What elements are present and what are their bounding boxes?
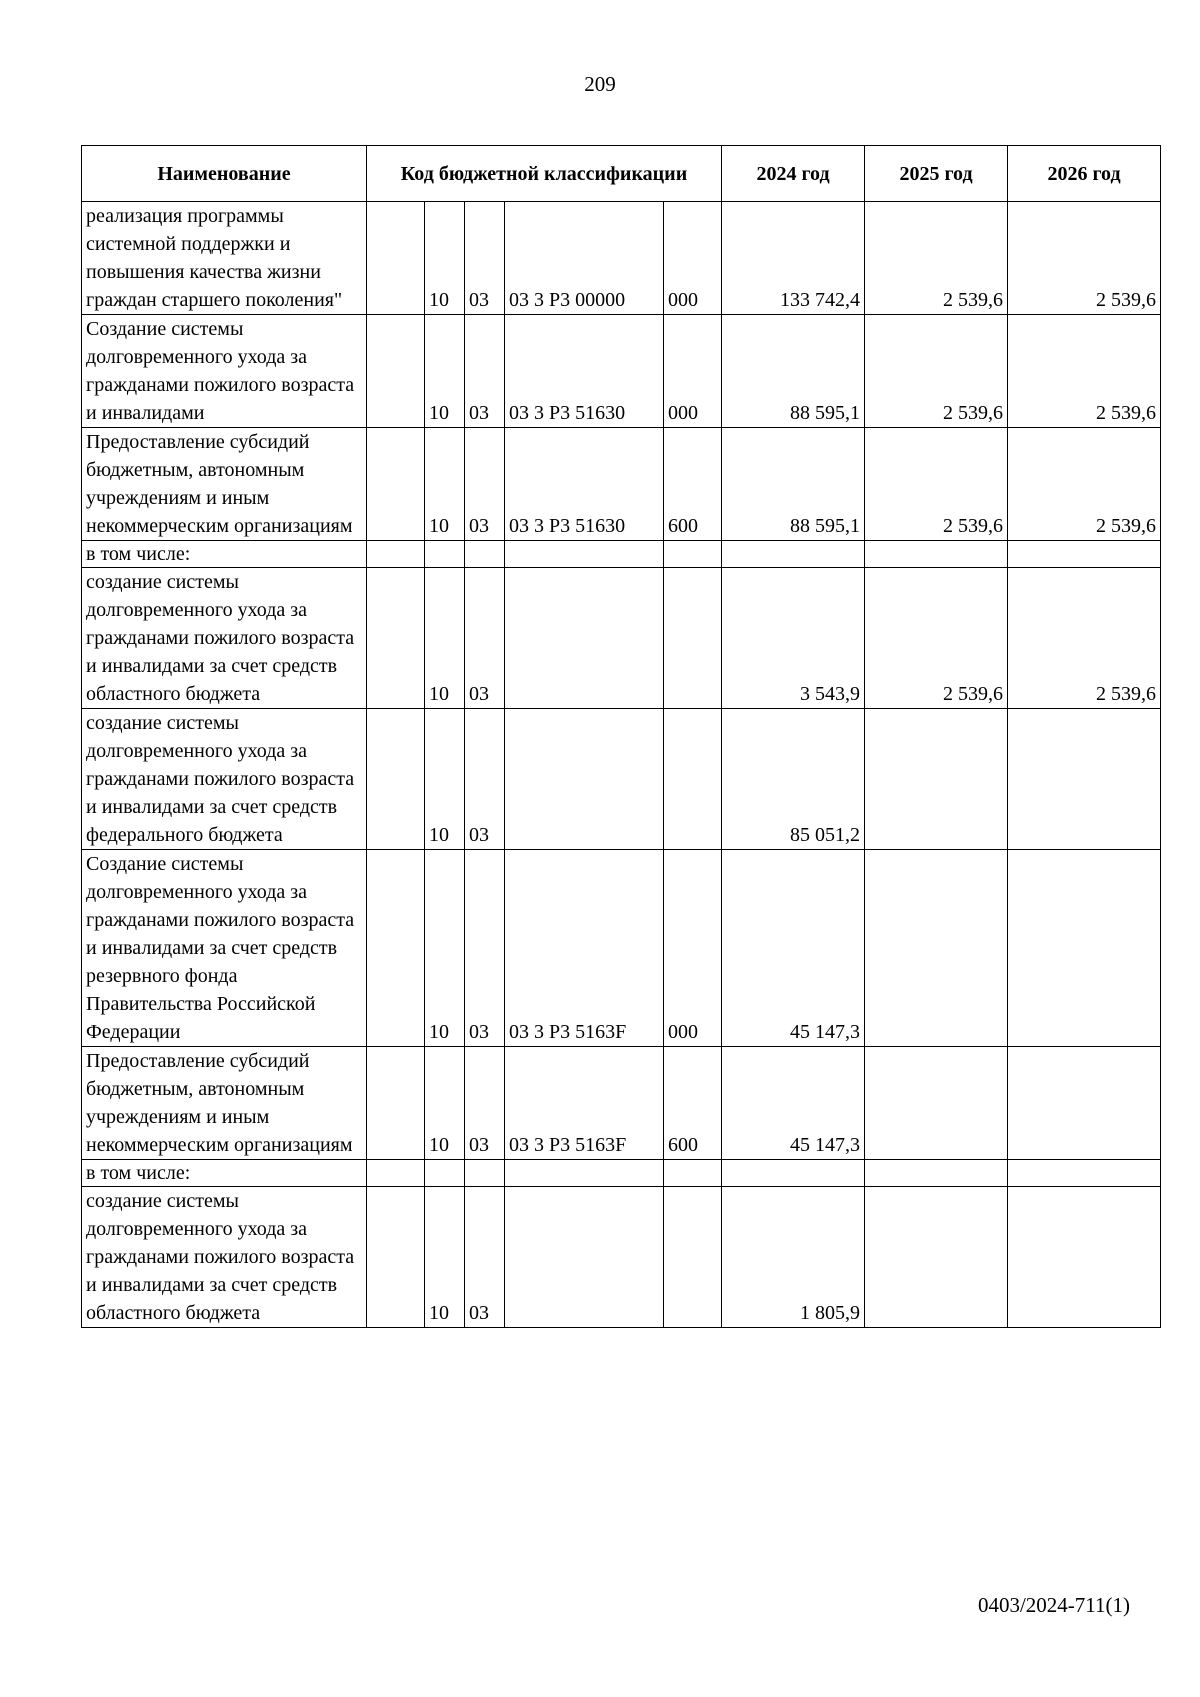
cell-2026: 2 539,6 — [1008, 568, 1161, 709]
cell-subsection: 03 — [465, 1187, 505, 1328]
cell-name: Предоставление субсидий бюджетным, автономным учреждениям и иным некоммерческим организациям — [82, 428, 367, 541]
cell-section: 10 — [425, 315, 465, 428]
cell-subsection: 03 — [465, 315, 505, 428]
cell-section: 10 — [425, 568, 465, 709]
cell-name: Предоставление субсидий бюджетным, автономным учреждениям и иным некоммерческим организациям — [82, 1047, 367, 1160]
table-row — [82, 315, 1161, 428]
cell-2025 — [865, 541, 1008, 568]
cell-2026 — [1008, 709, 1161, 850]
cell-target-article: 03 3 P3 51630 — [505, 428, 664, 541]
header-2024: 2024 год — [722, 146, 865, 202]
cell-subsection: 03 — [465, 568, 505, 709]
cell-subsection: 03 — [465, 1047, 505, 1160]
cell-section: 10 — [425, 1187, 465, 1328]
cell-target-article — [505, 1160, 664, 1187]
cell-empty — [367, 1187, 425, 1328]
cell-2025: 2 539,6 — [865, 315, 1008, 428]
cell-2025 — [865, 1187, 1008, 1328]
cell-section: 10 — [425, 428, 465, 541]
table-row — [82, 428, 1161, 541]
cell-target-article — [505, 709, 664, 850]
table-row — [82, 568, 1161, 709]
cell-empty — [367, 850, 425, 1047]
cell-subsection — [465, 1160, 505, 1187]
cell-target-article: 03 3 P3 5163F — [505, 850, 664, 1047]
header-name: Наименование — [82, 146, 367, 202]
page-number: 209 — [584, 72, 616, 96]
budget-table — [81, 145, 1161, 1328]
cell-name: создание системы долговременного ухода за гражданами пожилого возраста и инвалидами за счет средств областного бюджета — [82, 568, 367, 709]
cell-empty — [367, 709, 425, 850]
cell-name: Создание системы долговременного ухода за гражданами пожилого возраста и инвалидами — [82, 315, 367, 428]
cell-section: 10 — [425, 850, 465, 1047]
table-body — [82, 202, 1161, 1328]
header-budget-code: Код бюджетной классификации — [367, 146, 722, 202]
table-row — [82, 709, 1161, 850]
cell-expense-type — [664, 709, 722, 850]
cell-expense-type — [664, 1160, 722, 1187]
cell-name: реализация программы системной поддержки и повышения качества жизни граждан старшего поколения" — [82, 202, 367, 315]
table-row — [82, 1187, 1161, 1328]
header-2025: 2025 год — [865, 146, 1008, 202]
cell-2025 — [865, 1160, 1008, 1187]
cell-section — [425, 541, 465, 568]
document-code: 0403/2024-711(1) — [977, 1593, 1130, 1617]
cell-2024: 133 742,4 — [722, 202, 865, 315]
cell-subsection: 03 — [465, 428, 505, 541]
cell-2025: 2 539,6 — [865, 202, 1008, 315]
cell-target-article: 03 3 P3 51630 — [505, 315, 664, 428]
cell-section: 10 — [425, 202, 465, 315]
cell-name: создание системы долговременного ухода за гражданами пожилого возраста и инвалидами за счет средств областного бюджета — [82, 1187, 367, 1328]
cell-name: Создание системы долговременного ухода за гражданами пожилого возраста и инвалидами за счет средств резервного фонда Правительства Российской Федерации — [82, 850, 367, 1047]
cell-2025: 2 539,6 — [865, 428, 1008, 541]
cell-2024: 45 147,3 — [722, 1047, 865, 1160]
cell-subsection — [465, 541, 505, 568]
table-row — [82, 1160, 1161, 1187]
header-2026: 2026 год — [1008, 146, 1161, 202]
cell-expense-type: 000 — [664, 202, 722, 315]
cell-section: 10 — [425, 709, 465, 850]
cell-subsection: 03 — [465, 202, 505, 315]
cell-2024: 1 805,9 — [722, 1187, 865, 1328]
cell-2024: 3 543,9 — [722, 568, 865, 709]
cell-2026 — [1008, 1160, 1161, 1187]
cell-2024: 88 595,1 — [722, 315, 865, 428]
cell-2026: 2 539,6 — [1008, 315, 1161, 428]
cell-2024: 88 595,1 — [722, 428, 865, 541]
cell-expense-type: 600 — [664, 428, 722, 541]
cell-expense-type — [664, 1187, 722, 1328]
cell-expense-type: 000 — [664, 850, 722, 1047]
table-row — [82, 850, 1161, 1047]
cell-2026: 2 539,6 — [1008, 428, 1161, 541]
cell-2025: 2 539,6 — [865, 568, 1008, 709]
cell-2024: 85 051,2 — [722, 709, 865, 850]
cell-2026: 2 539,6 — [1008, 202, 1161, 315]
cell-empty — [367, 315, 425, 428]
table-row — [82, 1047, 1161, 1160]
cell-target-article: 03 3 P3 5163F — [505, 1047, 664, 1160]
cell-target-article — [505, 568, 664, 709]
table-header-row — [82, 146, 1161, 202]
cell-section — [425, 1160, 465, 1187]
cell-2026 — [1008, 1047, 1161, 1160]
table-row — [82, 541, 1161, 568]
cell-2026 — [1008, 541, 1161, 568]
cell-2024: 45 147,3 — [722, 850, 865, 1047]
cell-expense-type — [664, 541, 722, 568]
cell-expense-type: 000 — [664, 315, 722, 428]
cell-2024 — [722, 541, 865, 568]
cell-2025 — [865, 850, 1008, 1047]
cell-empty — [367, 428, 425, 541]
cell-2025 — [865, 1047, 1008, 1160]
cell-empty — [367, 541, 425, 568]
cell-empty — [367, 568, 425, 709]
cell-subsection: 03 — [465, 850, 505, 1047]
cell-name: в том числе: — [82, 1160, 367, 1187]
cell-subsection: 03 — [465, 709, 505, 850]
cell-empty — [367, 202, 425, 315]
cell-name: в том числе: — [82, 541, 367, 568]
table-row — [82, 202, 1161, 315]
cell-name: создание системы долговременного ухода за гражданами пожилого возраста и инвалидами за счет средств федерального бюджета — [82, 709, 367, 850]
cell-2026 — [1008, 1187, 1161, 1328]
cell-2025 — [865, 709, 1008, 850]
cell-2026 — [1008, 850, 1161, 1047]
cell-2024 — [722, 1160, 865, 1187]
cell-expense-type: 600 — [664, 1047, 722, 1160]
cell-target-article — [505, 541, 664, 568]
cell-section: 10 — [425, 1047, 465, 1160]
cell-expense-type — [664, 568, 722, 709]
cell-empty — [367, 1047, 425, 1160]
cell-target-article — [505, 1187, 664, 1328]
cell-target-article: 03 3 P3 00000 — [505, 202, 664, 315]
cell-empty — [367, 1160, 425, 1187]
